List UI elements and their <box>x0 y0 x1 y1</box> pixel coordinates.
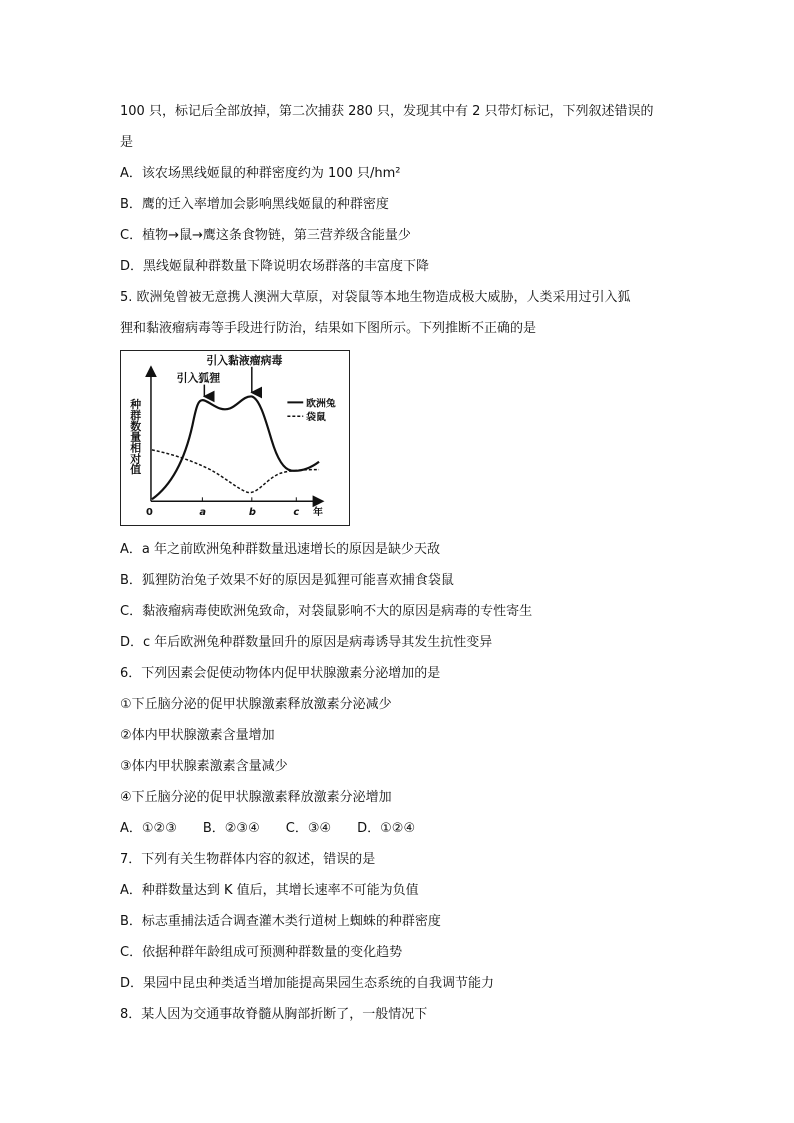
population-figure <box>120 350 350 526</box>
population-chart <box>121 351 349 525</box>
question-7-stem: 7．下列有关生物群体内容的叙述，错误的是 <box>120 852 376 867</box>
question-8-stem: 8．某人因为交通事故脊髓从胸部折断了，一般情况下 <box>120 1007 428 1022</box>
question-6-options: A．①②③ B．②③④ C．③④ D．①②④ <box>120 821 416 836</box>
x-axis-unit: 年 <box>313 507 323 519</box>
question-5-stem: 5. 欧洲兔曾被无意携人澳洲大草原，对袋鼠等本地生物造成极大威胁，人类采用过引入狐 <box>120 290 631 305</box>
statement-4: ④下丘脑分泌的促甲状腺激素释放激素分泌增加 <box>120 790 392 805</box>
text-line: 是 <box>120 135 134 150</box>
x-tick-b: b <box>248 507 256 519</box>
option-d: D．果园中昆虫种类适当增加能提高果园生态系统的自我调节能力 <box>120 976 495 991</box>
option-a: A．a 年之前欧洲兔种群数量迅速增长的原因是缺少天敌 <box>120 542 440 557</box>
statement-1: ①下丘脑分泌的促甲状腺激素释放激素分泌减少 <box>120 697 392 712</box>
question-6-stem: 6．下列因素会促使动物体内促甲状腺激素分泌增加的是 <box>120 666 441 681</box>
annotation-virus: 引入黏液瘤病毒 <box>206 353 283 367</box>
statement-2: ②体内甲状腺激素含量增加 <box>120 728 275 743</box>
text-line: 100 只，标记后全部放掉，第二次捕获 280 只，发现其中有 2 只带灯标记，下列叙述错误的 <box>120 104 654 119</box>
x-tick-c: c <box>293 507 300 519</box>
option-a: A．该农场黑线姬鼠的种群密度约为 100 只/hm² <box>120 166 401 181</box>
option-c: C．依据种群年龄组成可预测种群数量的变化趋势 <box>120 945 403 960</box>
option-b: B．狐狸防治兔子效果不好的原因是狐狸可能喜欢捕食袋鼠 <box>120 573 454 588</box>
question-5-stem: 狸和黏液瘤病毒等手段进行防治，结果如下图所示。下列推断不正确的是 <box>120 321 537 336</box>
annotation-fox: 引入狐狸 <box>176 371 221 385</box>
option-d: D．黑线姬鼠种群数量下降说明农场群落的丰富度下降 <box>120 259 430 274</box>
origin-label: 0 <box>146 507 153 519</box>
option-b: B．标志重捕法适合调查灌木类行道树上蜘蛛的种群密度 <box>120 914 441 929</box>
option-c: C．植物→鼠→鹰这条食物链，第三营养级含能量少 <box>120 228 411 243</box>
y-axis-label: 种群数量相对值 <box>128 398 142 475</box>
option-b: B．鹰的迁入率增加会影响黑线姬鼠的种群密度 <box>120 197 389 212</box>
rabbit-curve <box>152 396 319 499</box>
option-c: C．黏液瘤病毒使欧洲兔致命，对袋鼠影响不大的原因是病毒的专性寄生 <box>120 604 533 619</box>
legend-rabbit: 欧洲兔 <box>306 398 336 410</box>
option-d: D．c 年后欧洲兔种群数量回升的原因是病毒诱导其发生抗性变异 <box>120 635 493 650</box>
option-a: A．种群数量达到 K 值后，其增长速率不可能为负值 <box>120 883 419 898</box>
statement-3: ③体内甲状腺素激素含量减少 <box>120 759 288 774</box>
x-tick-a: a <box>199 507 207 519</box>
legend-kangaroo: 袋鼠 <box>306 412 326 424</box>
